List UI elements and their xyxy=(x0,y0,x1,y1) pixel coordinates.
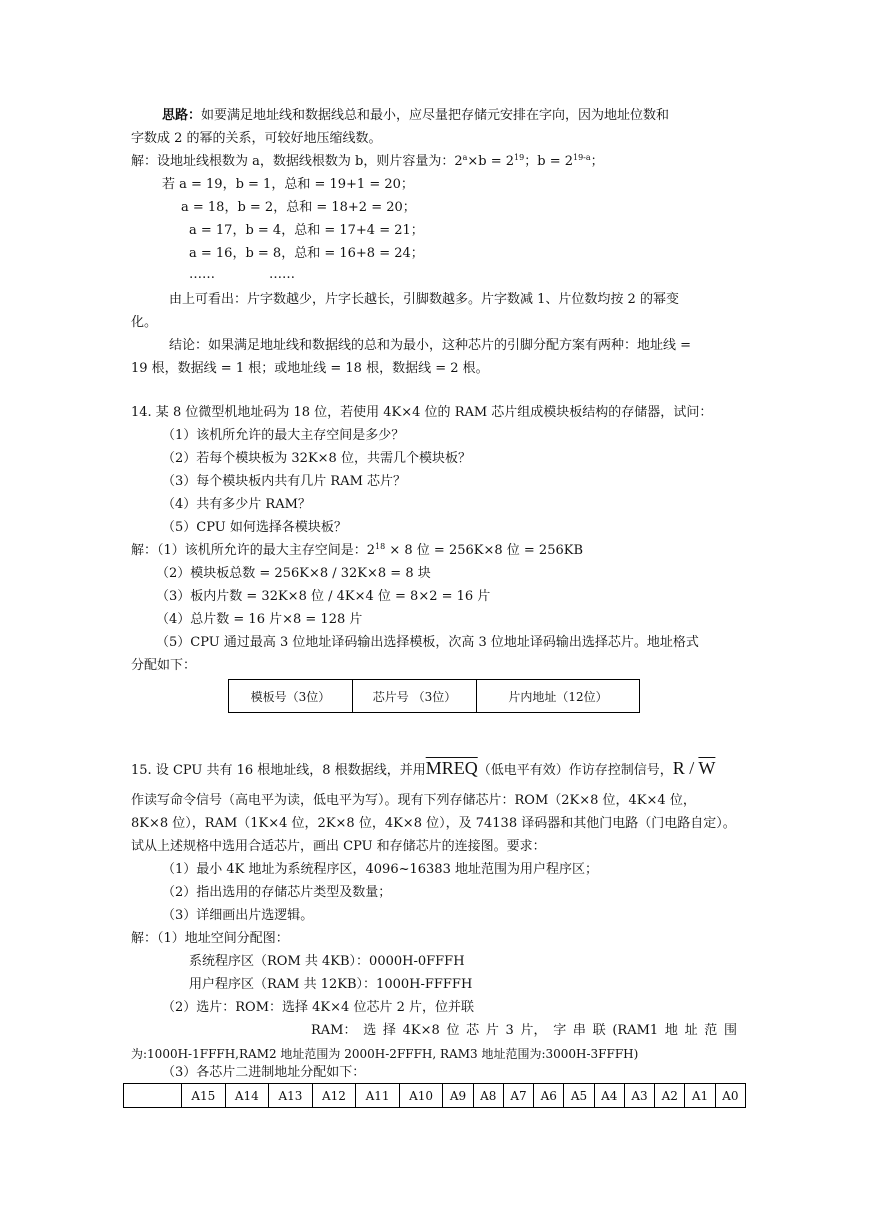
format-cell-chip: 芯片号 （3位） xyxy=(353,680,477,713)
conclusion-line2: 19 根，数据线 = 1 根；或地址线 = 18 根，数据线 = 2 根。 xyxy=(131,361,489,376)
q15-line3: 8K×8 位），RAM（1K×4 位，2K×8 位，4K×8 位），及 74138 译码器和其他门电路（门电路自定）。 xyxy=(131,816,736,831)
observation-line2: 化。 xyxy=(131,315,158,330)
case-line: 若 a = 19，b = 1，总和 = 19+1 = 20； xyxy=(162,177,414,192)
q14-answer2: （2）模块板总数 = 256K×8 / 32K×8 = 8 块 xyxy=(156,566,431,581)
address-bit-cell: A3 xyxy=(624,1084,654,1108)
ram-word: 围 xyxy=(723,1023,737,1038)
solution-formula-line xyxy=(131,153,604,171)
mreq-signal: MREQ xyxy=(425,758,478,778)
q15-sol3: （3）各芯片二进制地址分配如下： xyxy=(162,1065,366,1080)
q15-title xyxy=(131,757,715,782)
address-bit-header-row xyxy=(124,1084,746,1108)
address-bit-cell: A13 xyxy=(269,1084,313,1108)
address-bit-cell: A11 xyxy=(356,1084,400,1108)
format-cell-offset: 片内地址（12位） xyxy=(477,680,640,713)
address-bit-cell: A4 xyxy=(594,1084,624,1108)
address-bit-cell: A5 xyxy=(564,1084,594,1108)
ram-word: 片 xyxy=(485,1023,499,1038)
conclusion-line1: 结论：如果满足地址线和数据线的总和为最小，这种芯片的引脚分配方案有两种：地址线 = xyxy=(169,338,692,353)
q15-sol1-system: 系统程序区（ROM 共 4KB）：0000H-0FFFH xyxy=(189,954,465,969)
q15-sol2: （2）选片：ROM：选择 4K×4 位芯片 2 片，位并联 xyxy=(162,1000,474,1015)
q14-answer1 xyxy=(131,542,583,560)
format-cell-module: 模板号（3位） xyxy=(229,680,353,713)
q15-sol1-user: 用户程序区（RAM 共 12KB）：1000H-FFFFH xyxy=(189,977,473,992)
ram-word: 字 xyxy=(553,1023,567,1038)
q14-sub3: （3）每个模块板内共有几片 RAM 芯片？ xyxy=(162,474,407,489)
q15-sol2-ram-ranges: 为:1000H-1FFFH,RAM2 地址范围为 2000H-2FFFH, RAM3 地址范围为:3000H-3FFFH) xyxy=(131,1047,639,1061)
ram-word: 串 xyxy=(572,1023,586,1038)
address-bit-cell: A7 xyxy=(503,1084,533,1108)
q14-answer5-cont: 分配如下： xyxy=(131,658,197,673)
ram-word: 选 xyxy=(363,1023,377,1038)
q15-line2: 作读写命令信号（高电平为读，低电平为写）。现有下列存储芯片：ROM（2K×8 位，4K×4 位， xyxy=(131,793,696,808)
address-bit-cell: A9 xyxy=(443,1084,473,1108)
ram-word: 联 xyxy=(592,1023,606,1038)
formula-sup: a xyxy=(462,153,468,162)
ellipsis: …… xyxy=(189,267,215,282)
thinking-paragraph-line2: 字数成 2 的幂的关系，可较好地压缩线数。 xyxy=(131,131,382,146)
q15-req1: （1）最小 4K 地址为系统程序区，4096~16383 地址范围为用户程序区； xyxy=(162,862,598,877)
address-bit-cell: A8 xyxy=(473,1084,503,1108)
formula-part: ； xyxy=(590,154,604,169)
q14-sub2: （2）若每个模块板为 32K×8 位，共需几个模块板？ xyxy=(162,451,471,466)
q15-line4: 试从上述规格中选用合适芯片，画出 CPU 和存储芯片的连接图。要求： xyxy=(131,839,546,854)
q15-req2: （2）指出选用的存储芯片类型及数量； xyxy=(162,885,392,900)
formula-part: ×b = 2 xyxy=(467,154,515,169)
address-bit-cell: A10 xyxy=(399,1084,443,1108)
q15-req3: （3）详细画出片选逻辑。 xyxy=(162,908,314,923)
answer-part: 解：（1）该机所允许的最大主存空间是：2 xyxy=(131,543,376,558)
q14-sub4: （4）共有多少片 RAM？ xyxy=(162,497,311,512)
address-bit-cell: A1 xyxy=(685,1084,715,1108)
q14-answer5: （5）CPU 通过最高 3 位地址译码输出选择模板，次高 3 位地址译码输出选择芯片。地址格式 xyxy=(156,635,699,650)
thinking-text: 如要满足地址线和数据线总和最小，应尽量把存储元安排在字向，因为地址位数和 xyxy=(201,108,670,123)
q14-sub1: （1）该机所允许的最大主存空间是多少？ xyxy=(162,428,405,443)
formula-sup: 19-a xyxy=(573,153,591,162)
ram-word: 地 xyxy=(664,1023,678,1038)
address-bit-table xyxy=(123,1083,746,1108)
case-line: a = 16，b = 8，总和 = 16+8 = 24； xyxy=(189,246,424,261)
q15-sol2-ram-line xyxy=(311,1022,737,1040)
case-line: a = 17，b = 4，总和 = 17+4 = 21； xyxy=(189,223,424,238)
q14-answer3: （3）板内片数 = 32K×8 位 / 4K×4 位 = 8×2 = 16 片 xyxy=(156,589,491,604)
q15-title-part: （低电平有效）作访存控制信号， xyxy=(477,763,673,778)
q14-answer4: （4）总片数 = 16 片×8 = 128 片 xyxy=(156,612,363,627)
ram-word: (RAM1 xyxy=(612,1023,659,1038)
formula-sup: 19 xyxy=(514,153,525,162)
case-line: a = 18，b = 2，总和 = 18+2 = 20； xyxy=(181,200,416,215)
observation-line1: 由上可看出：片字数越少，片字长越长，引脚数越多。片字数减 1、片位数均按 2 的幂变 xyxy=(169,292,679,307)
address-bit-cell: A2 xyxy=(655,1084,685,1108)
address-format-table xyxy=(228,679,640,713)
address-bit-cell: A14 xyxy=(225,1084,269,1108)
ram-word: 4K×8 xyxy=(402,1023,440,1038)
ram-word: 址 xyxy=(684,1023,698,1038)
ram-word: 3 xyxy=(505,1023,514,1038)
read-signal: R / xyxy=(672,758,695,778)
ram-word: 择 xyxy=(382,1023,396,1038)
q15-sol1: 解：（1）地址空间分配图： xyxy=(131,931,289,946)
address-bit-cell: A0 xyxy=(715,1084,745,1108)
ram-word: RAM： xyxy=(311,1023,357,1038)
thinking-label: 思路： xyxy=(162,108,202,123)
answer-sup: 18 xyxy=(375,542,386,551)
thinking-paragraph-line1 xyxy=(162,107,669,125)
formula-part: 解：设地址线根数为 a，数据线根数为 b，则片容量为：2 xyxy=(131,154,463,169)
ram-word: 位 xyxy=(446,1023,460,1038)
ram-word: 芯 xyxy=(466,1023,480,1038)
ram-word: 范 xyxy=(704,1023,718,1038)
address-bit-cell-label xyxy=(124,1084,182,1108)
q14-sub5: （5）CPU 如何选择各模块板？ xyxy=(162,520,347,535)
address-bit-cell: A6 xyxy=(534,1084,564,1108)
formula-part: ；b = 2 xyxy=(524,154,573,169)
q15-title-part: 15. 设 CPU 共有 16 根地址线，8 根数据线，并用 xyxy=(131,763,426,778)
answer-part: × 8 位 = 256K×8 位 = 256KB xyxy=(385,543,584,558)
q14-title: 14. 某 8 位微型机地址码为 18 位，若使用 4K×4 位的 RAM 芯片组成模块板结构的存储器，试问： xyxy=(131,405,713,420)
write-signal: $\overline{W}$ xyxy=(698,758,716,778)
ram-word: 片， xyxy=(520,1023,547,1038)
address-bit-cell: A12 xyxy=(312,1084,356,1108)
ellipsis: …… xyxy=(269,267,295,282)
address-bit-cell: A15 xyxy=(182,1084,226,1108)
